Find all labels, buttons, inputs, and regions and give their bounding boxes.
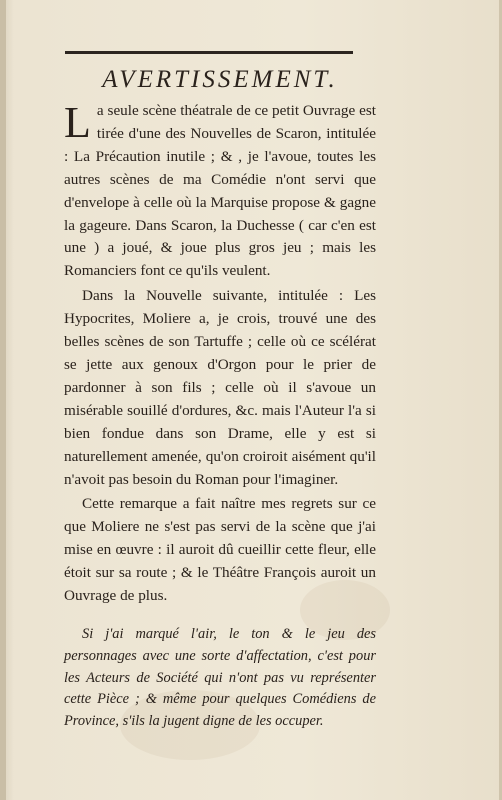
page-gutter	[0, 0, 6, 800]
paragraph-3: Cette remarque a fait naître mes regrets sur ce que Moliere ne s'est pas servi de la scène que j'ai mise en œuvre : il auroit dû cueillir cette fleur, elle étoit sur sa route ; & le Théâtre François auroit un Ouvrage de plus.	[64, 495, 376, 605]
drop-cap: L	[64, 98, 91, 147]
paragraph-1-text: a seule scène théatrale de ce petit Ouvrage est tirée d'une des Nouvelles de Scaron, intitulée : La Précaution inutile ; & , je l'avoue, toutes les autres scènes de ma Comédie n'ont servi que d'envelope à celle où la Marquise propose & gagne la gageure. Dans Scaron, la Duchesse ( car c'en est une ) a joué, & joue plus gros jeu ; mais les Romanciers font ce qu'ils veulent.	[64, 102, 376, 280]
page-title: AVERTISSEMENT.	[102, 66, 338, 93]
italic-note: Si j'ai marqué l'air, le ton & le jeu des personnages avec une sorte d'affectation, c'est pour les Acteurs de Société qui n'ont pas vu représenter cette Pièce ; & même pour quelques Comédiens de Province, s'ils la jugent digne de les occuper.	[64, 625, 376, 730]
paragraph-1	[64, 100, 376, 283]
paragraph-2: Dans la Nouvelle suivante, intitulée : Les Hypocrites, Moliere a, je crois, trouvé une des belles scènes de son Tartuffe ; celle où ce scélérat se jette aux genoux d'Orgon pour le prier de pardonner à son fils ; celle où il s'avoue un misérable souillé d'ordures, &c. mais l'Auteur l'a si bien fondue dans son Drame, elle y est si naturellement amenée, qu'on croiroit aisément qu'il n'avoit pas besoin du Roman pour l'imaginer.	[64, 287, 376, 488]
header-rule	[65, 51, 353, 54]
text-block	[64, 66, 376, 747]
